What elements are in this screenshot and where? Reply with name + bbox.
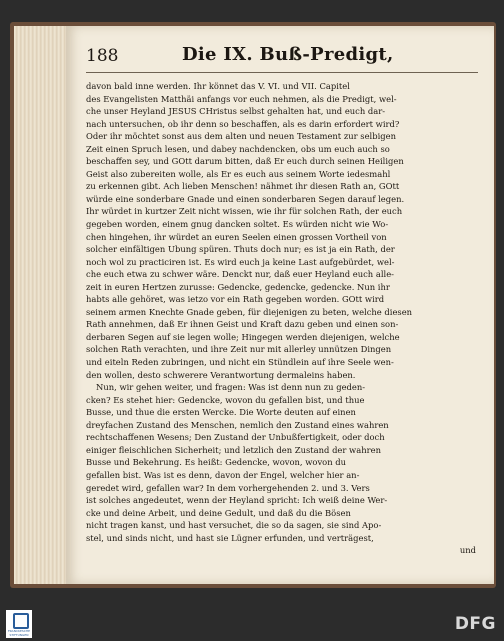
page-number: 188 bbox=[86, 46, 119, 66]
text-line: gefallen bist. Was ist es denn, davon der Engel, welcher hier an- bbox=[86, 469, 360, 480]
text-line: davon bald inne werden. Ihr könnet das V. VI. und VII. Capitel bbox=[86, 81, 350, 91]
francke-logo bbox=[6, 610, 32, 638]
text-line: würde eine sonderbare Gnade und einen sonderbaren Segen darauf legen. bbox=[86, 193, 405, 204]
francke-logo-icon bbox=[13, 613, 29, 629]
text-line: einiger fleischlichen Sicherheit; und letzlich den Zustand der wahren bbox=[86, 444, 381, 455]
dfg-logo: DFG bbox=[454, 614, 496, 634]
text-line: cken? Es stehet hier: Gedencke, wovon du gefallen bist, und thue bbox=[86, 394, 365, 405]
text-line: stel, und sinds nicht, und hast sie Lügner erfunden, und verträgest, bbox=[86, 532, 374, 543]
catchword: und bbox=[459, 545, 476, 556]
text-line: derbaren Segen auf sie legen wolle; Hingegen werden diejenigen, welche bbox=[86, 331, 400, 342]
logo-text: FRANCKESCHE STIFTUNGEN bbox=[7, 629, 31, 637]
text-line: seinem armen Knechte Gnade geben, für diejenigen zu beten, welche diesen bbox=[86, 306, 413, 317]
text-line: des Evangelisten Matthäi anfangs vor euch nehmen, als die Predigt, wel- bbox=[86, 93, 397, 104]
text-line: Busse und Bekehrung. Es heißt: Gedencke, wovon, wovon du bbox=[86, 457, 347, 468]
text-line: che euch etwa zu schwer wäre. Denckt nur, daß euer Heyland euch alle- bbox=[86, 269, 394, 280]
text-line: rechtschaffenen Wesens; Den Zustand der Unbußfertigkeit, oder doch bbox=[86, 432, 385, 443]
viewer-footer bbox=[0, 610, 504, 641]
text-line: gegeben worden, einem gnug dancken soltet. Es würden nicht wie Wo- bbox=[86, 219, 389, 230]
text-line: Ihr würdet in kurtzer Zeit nicht wissen, wie ihr für solchen Rath, der euch bbox=[86, 206, 403, 217]
text-line: Oder ihr möchtet sonst aus dem alten und neuen Testament zur selbigen bbox=[86, 131, 396, 142]
page-header bbox=[86, 44, 478, 70]
text-line: cke und deine Arbeit, und deine Gedult, und daß du die Bösen bbox=[86, 507, 351, 518]
running-title: Die IX. Buß-Predigt, bbox=[182, 44, 394, 65]
text-line: chen hingehen, ihr würdet an euren Seelen einen grossen Vortheil von bbox=[86, 231, 387, 242]
text-line: geredet wird, gefallen war? In dem vorhergehenden 2. und 3. Vers bbox=[86, 482, 370, 493]
page-edges bbox=[14, 26, 67, 584]
text-line: noch wol zu practiciren ist. Es wird euch ja keine Last aufgebürdet, wel- bbox=[86, 256, 395, 267]
text-line: dreyfachen Zustand des Menschen, nemlich den Zustand eines wahren bbox=[86, 419, 389, 430]
text-line: Nun, wir gehen weiter, und fragen: Was ist denn nun zu geden- bbox=[96, 382, 366, 393]
text-line: habts alle gehöret, was ietzo vor ein Rath gegeben worden. GOtt wird bbox=[86, 294, 385, 305]
text-line: Rath annehmen, daß Er ihnen Geist und Kraft dazu geben und einen son- bbox=[86, 319, 399, 330]
header-rule bbox=[86, 72, 478, 73]
text-line: Zeit einen Spruch lesen, und dabey nachdencken, obs um euch auch so bbox=[86, 143, 390, 154]
text-line: zu erkennen gibt. Ach lieben Menschen! nähmet ihr diesen Rath an, GOtt bbox=[86, 181, 400, 192]
text-line: solcher einfältigen Ubung spüren. Thuts doch nur; es ist ja ein Rath, der bbox=[86, 244, 395, 255]
text-line: Busse, und thue die ersten Wercke. Die Worte deuten auf einen bbox=[86, 407, 356, 418]
text-line: Geist also zubereiten wolle, als Er es euch aus seinem Worte iedesmahl bbox=[86, 168, 391, 179]
text-line: zeit in euren Hertzen zurusse: Gedencke, gedencke, gedencke. Nun ihr bbox=[86, 281, 390, 292]
text-line: den wollen, desto schwerere Verantwortung dermaleins haben. bbox=[86, 369, 356, 380]
text-line: und eiteln Reden zubringen, und nicht ein Stündlein auf ihre Seele wen- bbox=[86, 357, 394, 368]
text-line: ist solches angedeutet, wenn der Heyland spricht: Ich weiß deine Wer- bbox=[86, 495, 388, 506]
text-line: beschaffen sey, und GOtt darum bitten, daß Er euch durch seinen Heiligen bbox=[86, 156, 404, 167]
text-line: solchen Rath verachten, und ihre Zeit nur mit allerley unnützen Dingen bbox=[86, 344, 392, 355]
text-line: che unser Heyland JESUS CHristus selbst gehalten hat, und euch dar- bbox=[86, 106, 386, 117]
text-line: nicht tragen kanst, und hast versuchet, die so da sagen, sie sind Apo- bbox=[86, 520, 382, 531]
body-text bbox=[86, 80, 480, 557]
text-line: nach untersuchen, ob ihr denn so beschaffen, als es darin erfordert wird? bbox=[86, 118, 400, 129]
